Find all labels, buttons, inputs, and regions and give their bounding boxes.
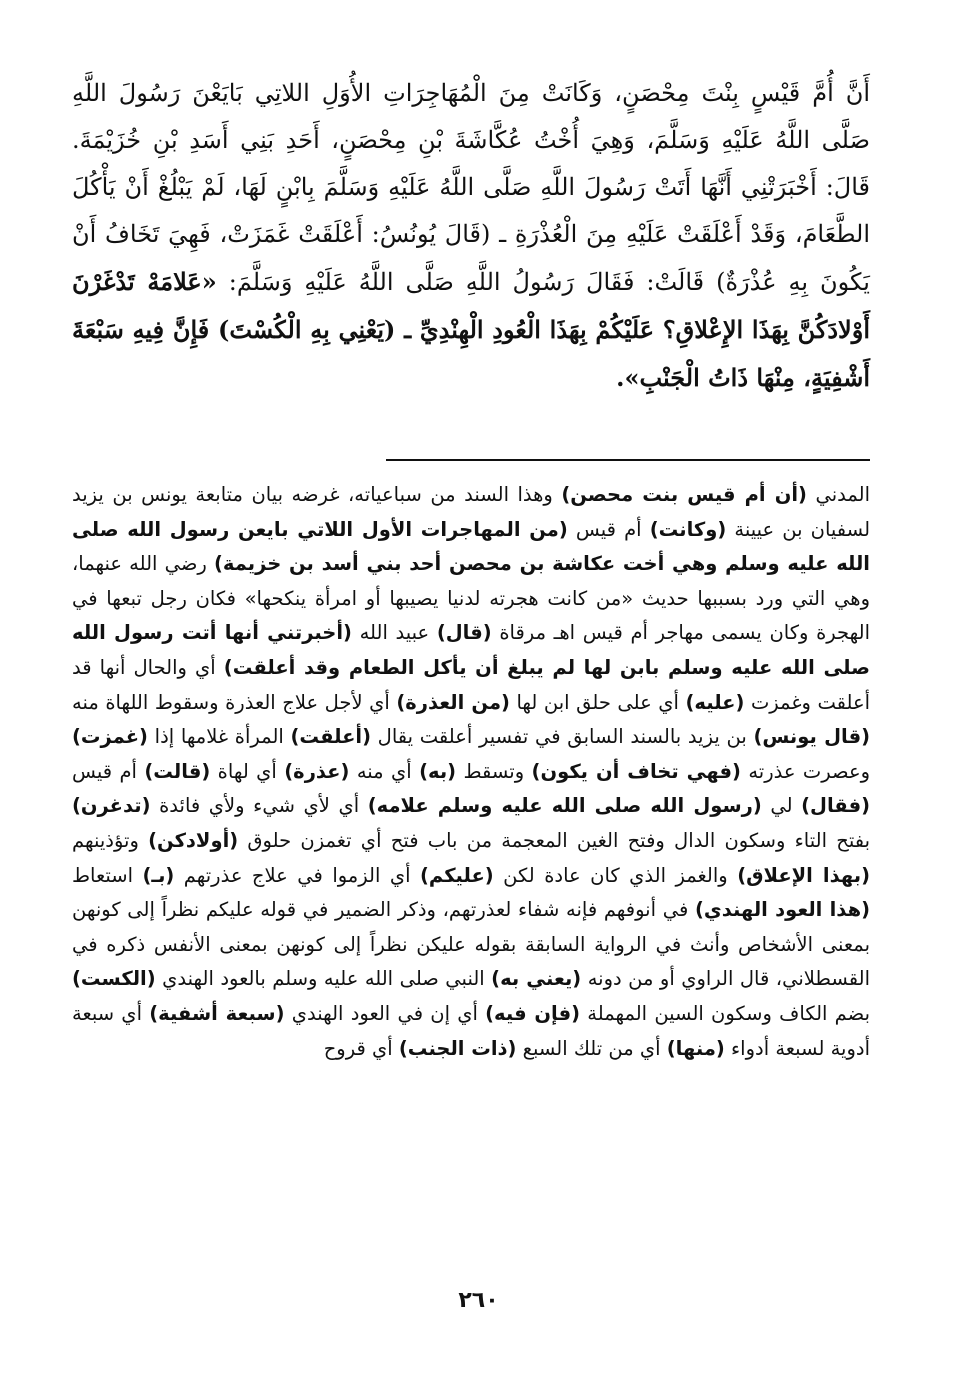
commentary-segment: وهذا السند من سباعياته، غرضه بيان متابعة يونس بن يزيد لسفيان بن عيينة	[72, 483, 871, 541]
commentary-segment: بن يزيد بالسند السابق في تفسير أعلقت يقال	[370, 725, 754, 749]
commentary-quoted-phrase: (أعلقت)	[290, 725, 371, 749]
commentary-segment: أي لهاة	[210, 759, 285, 783]
hadith-text	[72, 70, 870, 402]
commentary-segment: والغمز الذي كان عادة لكن	[493, 863, 738, 887]
commentary-segment: وعصرت عذرته	[740, 759, 870, 783]
commentary-quoted-phrase: (من المهاجرات الأول اللاتي بايعن رسول الله صلى الله عليه وسلم وهي أخت عكاشة بن محصن أحد بني أسد بن خزيمة)	[72, 517, 870, 576]
commentary-quoted-phrase: (بـ)	[142, 863, 175, 887]
hadith-narration: أَنَّ أُمَّ قَيْسٍ بِنْتَ مِحْصَنٍ، وَكَانَتْ مِنَ الْمُهَاجِرَاتِ الأُوَلِ اللاتِي بَايَعْنَ رَسُولَ اللَّهِ صَلَّى اللَّهُ عَلَيْهِ وَسَلَّمَ، وَهِيَ أُخْتُ عُكَّاشَةَ بْنِ مِحْصَنٍ، أَحَدِ بَنِي أَسَدِ بْنِ خُزَيْمَةَ. قَالَ: أَخْبَرَتْنِي أَنَّهَا أَتَتْ رَسُولَ اللَّهِ صَلَّى اللَّهُ عَلَيْهِ وَسَلَّمَ بِابْنٍ لَهَا، لَمْ يَبْلُغْ أَنْ يَأْكُلَ الطَّعَامَ، وَقَدْ أَعْلَقَتْ عَلَيْهِ مِنَ الْعُذْرَةِ ـ (قَالَ يُونُسُ: أَعْلَقَتْ غَمَزَتْ، فَهِيَ تَخَافُ أَنْ يَكُونَ بِهِ عُذْرَةٌ) قَالَتْ: فَقَالَ رَسُولُ اللَّهِ صَلَّى اللَّهُ عَلَيْهِ وَسَلَّمَ:	[72, 79, 870, 296]
commentary-segment: أي من تلك السبع	[516, 1036, 667, 1060]
commentary-segment: النبي صلى الله عليه وسلم بالعود الهندي	[155, 967, 492, 991]
commentary-segment: أي منه	[349, 759, 420, 783]
footnote-divider	[386, 459, 870, 461]
commentary-quoted-phrase: (منها)	[666, 1036, 725, 1060]
commentary-quoted-phrase: (من العذرة)	[396, 690, 510, 714]
commentary-segment: أي على حلق ابن لها	[509, 690, 686, 714]
commentary-quoted-phrase: (قالت)	[144, 759, 211, 783]
page-number: ٢٦٠	[458, 1288, 499, 1313]
commentary-segment: بضم الكاف وسكون السين المهملة	[580, 1001, 870, 1025]
commentary-segment: أم قيس	[567, 517, 650, 541]
commentary-segment: أي إن في العود الهندي	[284, 1001, 486, 1025]
commentary-quoted-phrase: (عذرة)	[284, 759, 350, 783]
commentary-segment: وتؤذينهم	[72, 828, 149, 852]
commentary-quoted-phrase: (ذات الجنب)	[398, 1036, 517, 1060]
commentary-quoted-phrase: (أن أم قيس بنت محصن)	[561, 483, 807, 506]
commentary-quoted-phrase: (فقال)	[801, 794, 870, 818]
hadith-prophetic-saying: «عَلامَهْ تَدْغَرْنَ أَوْلادَكُنَّ بِهَذَا الإِعْلاقِ؟ عَلَيْكُمْ بِهَذَا الْعُودِ الْهِنْدِيِّ ـ (يَعْنِي بِهِ الْكُسْتَ) فَإِنَّ فِيهِ سَبْعَةَ أَشْفِيَةٍ، مِنْهَا ذَاتُ الْجَنْبِ».	[72, 267, 870, 392]
commentary-quoted-phrase: (فإن فيه)	[485, 1001, 581, 1025]
commentary-quoted-phrase: (غمزت)	[72, 725, 148, 749]
commentary-quoted-phrase: (رسول الله صلى الله عليه وسلم علامه)	[367, 794, 762, 818]
commentary-quoted-phrase: (قال)	[436, 621, 492, 645]
commentary-quoted-phrase: (أخبرتني أنها أتت رسول الله صلى الله عليه وسلم بابن لها لم يبلغ أن يأكل الطعام وقد أعلقت)	[72, 621, 870, 679]
commentary-segment: عبيد الله	[351, 621, 437, 645]
commentary-segment: أي قروح	[323, 1036, 399, 1060]
commentary-quoted-phrase: (عليكم)	[420, 863, 494, 887]
commentary-segment: لي	[761, 794, 802, 818]
commentary-quoted-phrase: (هذا العود الهندي)	[694, 898, 870, 922]
commentary-quoted-phrase: (الكست)	[72, 967, 156, 991]
commentary-quoted-phrase: (فهي تخاف أن يكون)	[531, 759, 741, 783]
commentary-quoted-phrase: (سبعة أشفية)	[149, 1001, 285, 1025]
commentary-quoted-phrase: (عليه)	[685, 690, 745, 714]
commentary-quoted-phrase: (قال يونس)	[753, 725, 871, 749]
commentary-segment: وتسقط	[456, 759, 532, 783]
commentary-quoted-phrase: (تدغرن)	[72, 794, 151, 818]
commentary-quoted-phrase: (أولادكن)	[148, 828, 239, 852]
commentary-quoted-phrase: (بهذا الإعلاق)	[737, 863, 870, 887]
commentary-text	[72, 478, 870, 1066]
commentary-segment: المدني	[806, 483, 871, 506]
commentary-segment: المرأة غلامها إذا	[147, 725, 291, 749]
commentary-segment: أي والحال أنها قد أعلقت وغمزت	[72, 655, 871, 714]
commentary-segment: أم قيس	[72, 759, 145, 783]
commentary-segment: في أنوفهم فإنه شفاء لعذرتهم، وذكر الضمير في قوله عليكم نظراً إلى كونهن بمعنى الأشخاص وأنث في الرواية السابقة بقوله عليكن نظراً إلى كونهن بمعنى الأنفس ذكره في القسطلاني، قال الراوي أو من دونه	[72, 898, 871, 991]
commentary-segment: بفتح التاء وسكون الدال وفتح الغين المعجمة من باب فتح أي تغمزن حلوق	[238, 828, 870, 852]
commentary-segment: استعاط	[72, 863, 143, 887]
commentary-segment: رضي الله عنهما، وهي التي ورد بسببها حديث «من كانت هجرته لدنيا يصيبها أو امرأة ينكحها» فكان رجل تبعها في الهجرة وكان يسمى مهاجر أم قيس اهـ مرقاة	[72, 552, 870, 645]
commentary-quoted-phrase: (به)	[419, 759, 457, 783]
commentary-quoted-phrase: (يعني به)	[491, 967, 582, 991]
commentary-segment: أي الزموا في علاج عذرتهم	[174, 863, 420, 887]
commentary-segment: أي لأجل علاج العذرة وسقوط اللهاة منه	[72, 690, 397, 714]
commentary-segment: أي لأي شيء ولأي فائدة	[150, 794, 368, 818]
commentary-quoted-phrase: (وكانت)	[649, 517, 727, 541]
commentary-segment: أي سبعة أدوية لسبعة أدواء	[72, 1001, 870, 1060]
